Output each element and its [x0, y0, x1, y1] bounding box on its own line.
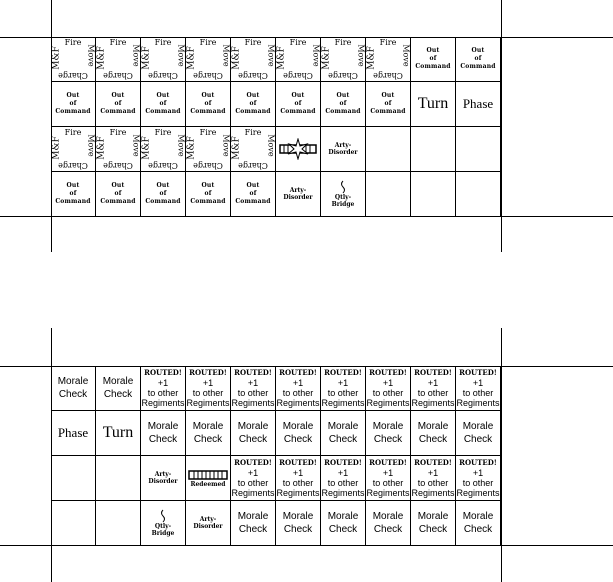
routed-title: ROUTED! — [414, 458, 452, 467]
routed-l1: +1 — [382, 468, 394, 478]
counter-out-of-command[interactable] — [186, 82, 231, 127]
ooc-line1: Out — [66, 182, 80, 189]
fire-label: Fire — [109, 128, 127, 137]
routed-l3: Regiments — [231, 488, 275, 498]
routed-l2: to other — [282, 388, 314, 398]
morale-line2: Check — [418, 434, 448, 445]
routed-l1: +1 — [382, 378, 394, 388]
bridge-icon — [337, 180, 349, 194]
ooc-line2: of — [114, 190, 122, 197]
ooc-line3: Command — [100, 108, 136, 115]
counter-morale-check[interactable] — [366, 411, 411, 456]
charge-label: Charge — [58, 71, 88, 80]
counter-routed[interactable] — [411, 366, 456, 411]
ooc-line1: Out — [426, 47, 440, 54]
move-label: Move — [221, 134, 231, 157]
ooc-line1: Out — [381, 92, 395, 99]
charge-label: Charge — [373, 71, 403, 80]
routed-l2: to other — [327, 388, 359, 398]
morale-line1: Morale — [372, 421, 404, 432]
ooc-line3: Command — [235, 108, 271, 115]
empty-cell — [411, 172, 456, 217]
routed-l3: Regiments — [321, 488, 365, 498]
routed-l3: Regiments — [456, 488, 500, 498]
morale-line1: Morale — [417, 511, 449, 522]
fire-label: Fire — [109, 38, 127, 47]
routed-l3: Regiments — [411, 398, 455, 408]
morale-line1: Morale — [462, 511, 494, 522]
bottom-counter-sheet — [51, 366, 501, 546]
routed-title: ROUTED! — [324, 458, 362, 467]
counter-routed[interactable] — [366, 366, 411, 411]
counter-morale-check[interactable] — [96, 366, 141, 411]
counter-out-of-command[interactable] — [321, 82, 366, 127]
counter-out-of-command[interactable] — [366, 82, 411, 127]
morale-line1: Morale — [372, 511, 404, 522]
counter-artillery-explosion[interactable] — [276, 127, 321, 172]
bridge-line2: Bridge — [151, 530, 175, 537]
counter-routed[interactable] — [276, 456, 321, 501]
morale-line2: Check — [373, 434, 403, 445]
bridge-icon — [157, 509, 169, 523]
counter-fire-move[interactable] — [141, 127, 186, 172]
arty-line2: Disorder — [328, 149, 358, 156]
counter-phase[interactable] — [456, 82, 501, 127]
routed-l2: to other — [237, 388, 269, 398]
bridge-line2: Bridge — [331, 201, 355, 208]
counter-routed[interactable] — [366, 456, 411, 501]
move-label: Move — [266, 134, 276, 157]
counter-out-of-command[interactable] — [96, 82, 141, 127]
ooc-line1: Out — [156, 92, 170, 99]
mf-label: M&F — [366, 46, 377, 70]
ooc-line3: Command — [145, 198, 181, 205]
move-label: Move — [401, 44, 411, 67]
morale-line2: Check — [328, 434, 358, 445]
counter-routed[interactable] — [186, 366, 231, 411]
ooc-line2: of — [69, 100, 77, 107]
counter-out-of-command[interactable] — [411, 37, 456, 82]
ooc-line2: of — [249, 190, 257, 197]
ooc-line2: of — [159, 190, 167, 197]
charge-label: Charge — [193, 71, 223, 80]
empty-cell — [366, 127, 411, 172]
morale-line2: Check — [238, 524, 268, 535]
counter-routed[interactable] — [411, 456, 456, 501]
routed-title: ROUTED! — [234, 368, 272, 377]
morale-line1: Morale — [417, 421, 449, 432]
ooc-line1: Out — [246, 92, 260, 99]
fire-label: Fire — [244, 128, 262, 137]
routed-title: ROUTED! — [324, 368, 362, 377]
morale-line1: Morale — [237, 421, 269, 432]
counter-routed[interactable] — [456, 456, 501, 501]
routed-l1: +1 — [292, 468, 304, 478]
ooc-line2: of — [69, 190, 77, 197]
ooc-line3: Command — [145, 108, 181, 115]
counter-fire-move[interactable] — [141, 37, 186, 82]
routed-l2: to other — [147, 388, 179, 398]
counter-morale-check[interactable] — [411, 501, 456, 546]
counter-morale-check[interactable] — [186, 411, 231, 456]
empty-cell — [51, 501, 96, 546]
counter-morale-check[interactable] — [231, 501, 276, 546]
empty-cell — [411, 127, 456, 172]
morale-line1: Morale — [462, 421, 494, 432]
phase-label: Phase — [57, 425, 89, 440]
routed-title: ROUTED! — [459, 458, 497, 467]
arty-line2: Disorder — [148, 478, 178, 485]
ooc-line3: Command — [460, 63, 496, 70]
routed-title: ROUTED! — [369, 368, 407, 377]
redeemed-label: Redeemed — [190, 480, 226, 488]
arty-line1: Arty- — [289, 187, 307, 194]
morale-line2: Check — [238, 434, 268, 445]
routed-l3: Regiments — [456, 398, 500, 408]
move-label: Move — [86, 134, 96, 157]
morale-line2: Check — [58, 389, 88, 400]
arty-line1: Arty- — [334, 142, 352, 149]
empty-cell — [456, 127, 501, 172]
routed-l2: to other — [372, 388, 404, 398]
empty-cell — [96, 456, 141, 501]
routed-l1: +1 — [427, 378, 439, 388]
empty-cell — [366, 172, 411, 217]
ooc-line2: of — [204, 100, 212, 107]
counter-qtly-bridge[interactable] — [141, 501, 186, 546]
morale-line1: Morale — [57, 376, 89, 387]
routed-l1: +1 — [337, 468, 349, 478]
charge-label: Charge — [148, 161, 178, 170]
counter-morale-check[interactable] — [411, 411, 456, 456]
ooc-line1: Out — [291, 92, 305, 99]
mf-label: M&F — [231, 46, 242, 70]
routed-l2: to other — [327, 478, 359, 488]
routed-l3: Regiments — [186, 398, 230, 408]
counter-fire-move[interactable] — [276, 37, 321, 82]
counter-routed[interactable] — [141, 366, 186, 411]
mf-label: M&F — [96, 136, 107, 160]
charge-label: Charge — [328, 71, 358, 80]
morale-line1: Morale — [237, 511, 269, 522]
routed-l2: to other — [462, 388, 494, 398]
move-label: Move — [356, 44, 366, 67]
ooc-line1: Out — [336, 92, 350, 99]
routed-l2: to other — [417, 478, 449, 488]
counter-morale-check[interactable] — [321, 501, 366, 546]
mf-label: M&F — [51, 136, 62, 160]
fire-label: Fire — [244, 38, 262, 47]
counter-fire-move[interactable] — [366, 37, 411, 82]
mf-label: M&F — [96, 46, 107, 70]
mf-label: M&F — [276, 46, 287, 70]
counter-morale-check[interactable] — [456, 411, 501, 456]
morale-line1: Morale — [327, 421, 359, 432]
counter-redeemed[interactable] — [186, 456, 231, 501]
ooc-line3: Command — [55, 108, 91, 115]
fire-label: Fire — [289, 38, 307, 47]
ooc-line2: of — [339, 100, 347, 107]
move-label: Move — [176, 134, 186, 157]
counter-fire-move[interactable] — [51, 37, 96, 82]
counter-turn[interactable] — [411, 82, 456, 127]
routed-l1: +1 — [247, 378, 259, 388]
charge-label: Charge — [148, 71, 178, 80]
counter-out-of-command[interactable] — [231, 82, 276, 127]
routed-title: ROUTED! — [144, 368, 182, 377]
ooc-line3: Command — [100, 198, 136, 205]
empty-cell — [456, 172, 501, 217]
morale-line2: Check — [283, 434, 313, 445]
ooc-line3: Command — [370, 108, 406, 115]
counter-fire-move[interactable] — [96, 37, 141, 82]
routed-l3: Regiments — [366, 488, 410, 498]
morale-line2: Check — [193, 434, 223, 445]
counter-out-of-command[interactable] — [231, 172, 276, 217]
move-label: Move — [176, 44, 186, 67]
morale-line2: Check — [463, 524, 493, 535]
ooc-line1: Out — [471, 47, 485, 54]
counter-phase[interactable] — [51, 411, 96, 456]
routed-l3: Regiments — [321, 398, 365, 408]
routed-l1: +1 — [472, 468, 484, 478]
arty-line1: Arty- — [154, 471, 172, 478]
routed-l3: Regiments — [411, 488, 455, 498]
routed-l1: +1 — [472, 378, 484, 388]
charge-label: Charge — [283, 71, 313, 80]
morale-line2: Check — [328, 524, 358, 535]
charge-label: Charge — [103, 161, 133, 170]
morale-line2: Check — [103, 389, 133, 400]
cannon-explosion-icon — [278, 138, 318, 160]
counter-routed[interactable] — [456, 366, 501, 411]
routed-title: ROUTED! — [189, 368, 227, 377]
counter-fire-move[interactable] — [321, 37, 366, 82]
mf-label: M&F — [141, 136, 152, 160]
empty-cell — [51, 456, 96, 501]
counter-routed[interactable] — [231, 366, 276, 411]
routed-l2: to other — [417, 388, 449, 398]
routed-l2: to other — [282, 478, 314, 488]
routed-l3: Regiments — [231, 398, 275, 408]
counter-out-of-command[interactable] — [51, 82, 96, 127]
arty-line1: Arty- — [199, 516, 217, 523]
counter-turn[interactable] — [96, 411, 141, 456]
move-label: Move — [131, 134, 141, 157]
routed-l1: +1 — [157, 378, 169, 388]
counter-fire-move[interactable] — [231, 37, 276, 82]
ooc-line2: of — [474, 55, 482, 62]
counter-morale-check[interactable] — [456, 501, 501, 546]
ooc-line1: Out — [111, 182, 125, 189]
empty-cell — [96, 501, 141, 546]
fire-label: Fire — [64, 38, 82, 47]
morale-line2: Check — [373, 524, 403, 535]
phase-label: Phase — [462, 96, 494, 111]
counter-fire-move[interactable] — [51, 127, 96, 172]
move-label: Move — [311, 44, 321, 67]
routed-l2: to other — [237, 478, 269, 488]
charge-label: Charge — [103, 71, 133, 80]
counter-arty-disorder[interactable] — [276, 172, 321, 217]
counter-morale-check[interactable] — [321, 411, 366, 456]
fire-label: Fire — [64, 128, 82, 137]
fire-label: Fire — [199, 38, 217, 47]
morale-line1: Morale — [102, 376, 134, 387]
counter-arty-disorder[interactable] — [141, 456, 186, 501]
ooc-line2: of — [114, 100, 122, 107]
morale-line1: Morale — [147, 421, 179, 432]
routed-l1: +1 — [292, 378, 304, 388]
mf-label: M&F — [186, 46, 197, 70]
routed-title: ROUTED! — [459, 368, 497, 377]
counter-out-of-command[interactable] — [276, 82, 321, 127]
bridge-line1: Qtly- — [154, 523, 172, 530]
ooc-line1: Out — [201, 92, 215, 99]
morale-line1: Morale — [192, 421, 224, 432]
charge-label: Charge — [238, 71, 268, 80]
charge-label: Charge — [58, 161, 88, 170]
routed-title: ROUTED! — [369, 458, 407, 467]
counter-routed[interactable] — [276, 366, 321, 411]
mf-label: M&F — [141, 46, 152, 70]
counter-arty-disorder[interactable] — [186, 501, 231, 546]
counter-routed[interactable] — [321, 366, 366, 411]
charge-label: Charge — [193, 161, 223, 170]
move-label: Move — [221, 44, 231, 67]
mf-label: M&F — [231, 136, 242, 160]
counter-fire-move[interactable] — [186, 127, 231, 172]
routed-l1: +1 — [427, 468, 439, 478]
counter-routed[interactable] — [321, 456, 366, 501]
counter-out-of-command[interactable] — [456, 37, 501, 82]
ooc-line3: Command — [190, 108, 226, 115]
bridge-line1: Qtly- — [334, 194, 352, 201]
charge-label: Charge — [238, 161, 268, 170]
routed-l1: +1 — [337, 378, 349, 388]
counter-morale-check[interactable] — [141, 411, 186, 456]
morale-line1: Morale — [282, 511, 314, 522]
ooc-line2: of — [294, 100, 302, 107]
routed-l2: to other — [372, 478, 404, 488]
counter-out-of-command[interactable] — [141, 82, 186, 127]
mf-label: M&F — [51, 46, 62, 70]
arty-line2: Disorder — [193, 523, 223, 530]
routed-l3: Regiments — [366, 398, 410, 408]
counter-fire-move[interactable] — [186, 37, 231, 82]
counter-out-of-command[interactable] — [96, 172, 141, 217]
morale-line2: Check — [283, 524, 313, 535]
routed-l3: Regiments — [276, 488, 320, 498]
counter-qtly-bridge[interactable] — [321, 172, 366, 217]
ooc-line3: Command — [325, 108, 361, 115]
ooc-line2: of — [204, 190, 212, 197]
morale-line2: Check — [148, 434, 178, 445]
ooc-line1: Out — [156, 182, 170, 189]
turn-label: Turn — [417, 95, 449, 112]
ooc-line1: Out — [111, 92, 125, 99]
top-counter-sheet — [51, 37, 501, 217]
routed-l1: +1 — [202, 378, 214, 388]
mf-label: M&F — [321, 46, 332, 70]
ooc-line1: Out — [246, 182, 260, 189]
counter-morale-check[interactable] — [276, 411, 321, 456]
routed-l1: +1 — [247, 468, 259, 478]
counter-arty-disorder[interactable] — [321, 127, 366, 172]
fire-label: Fire — [379, 38, 397, 47]
ooc-line2: of — [384, 100, 392, 107]
morale-line1: Morale — [282, 421, 314, 432]
counter-morale-check[interactable] — [366, 501, 411, 546]
fire-label: Fire — [199, 128, 217, 137]
routed-title: ROUTED! — [234, 458, 272, 467]
ooc-line1: Out — [66, 92, 80, 99]
counter-morale-check[interactable] — [276, 501, 321, 546]
counter-morale-check[interactable] — [231, 411, 276, 456]
morale-line2: Check — [463, 434, 493, 445]
routed-l3: Regiments — [141, 398, 185, 408]
arty-line2: Disorder — [283, 194, 313, 201]
morale-line1: Morale — [327, 511, 359, 522]
move-label: Move — [266, 44, 276, 67]
counter-fire-move[interactable] — [96, 127, 141, 172]
counter-fire-move[interactable] — [231, 127, 276, 172]
counter-out-of-command[interactable] — [141, 172, 186, 217]
counter-out-of-command[interactable] — [51, 172, 96, 217]
ooc-line2: of — [249, 100, 257, 107]
ooc-line3: Command — [235, 198, 271, 205]
routed-l3: Regiments — [276, 398, 320, 408]
ooc-line3: Command — [280, 108, 316, 115]
ooc-line3: Command — [55, 198, 91, 205]
routed-title: ROUTED! — [279, 368, 317, 377]
ooc-line3: Command — [190, 198, 226, 205]
counter-routed[interactable] — [231, 456, 276, 501]
routed-title: ROUTED! — [279, 458, 317, 467]
routed-l2: to other — [462, 478, 494, 488]
counter-morale-check[interactable] — [51, 366, 96, 411]
ooc-line2: of — [429, 55, 437, 62]
fire-label: Fire — [154, 38, 172, 47]
ooc-line1: Out — [201, 182, 215, 189]
mf-label: M&F — [186, 136, 197, 160]
counter-out-of-command[interactable] — [186, 172, 231, 217]
move-label: Move — [131, 44, 141, 67]
turn-label: Turn — [102, 424, 134, 441]
cannon-icon — [188, 469, 228, 481]
ooc-line3: Command — [415, 63, 451, 70]
move-label: Move — [86, 44, 96, 67]
routed-title: ROUTED! — [414, 368, 452, 377]
morale-line2: Check — [418, 524, 448, 535]
routed-l2: to other — [192, 388, 224, 398]
fire-label: Fire — [154, 128, 172, 137]
ooc-line2: of — [159, 100, 167, 107]
fire-label: Fire — [334, 38, 352, 47]
